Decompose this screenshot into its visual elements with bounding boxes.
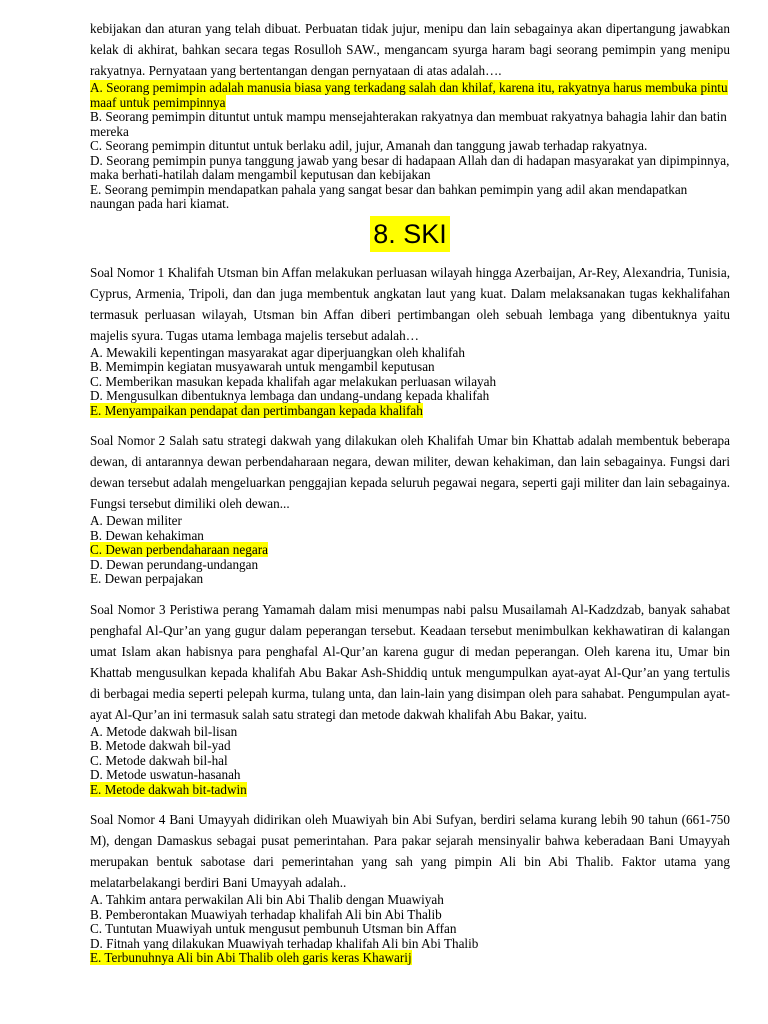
intro-option-c: C. Seorang pemimpin dituntut untuk berlaku adil, jujur, Amanah dan tanggung jawab terhadap rakyatnya. bbox=[90, 138, 648, 153]
answer-highlight: E. Menyampaikan pendapat dan pertimbangan kepada khalifah bbox=[90, 402, 423, 418]
intro-option-a bbox=[90, 81, 730, 110]
intro-option-e: E. Seorang pemimpin mendapatkan pahala yang sangat besar dan bahkan pemimpin yang adil akan mendapatkan naungan pada hari kiamat. bbox=[90, 181, 688, 211]
answer-highlight: E. Metode dakwah bit-tadwin bbox=[90, 781, 247, 797]
question-2 bbox=[90, 430, 730, 587]
option-b: B. Metode dakwah bil-yad bbox=[90, 738, 231, 753]
option-a: A. Tahkim antara perwakilan Ali bin Abi Thalib dengan Muawiyah bbox=[90, 892, 444, 907]
question-3 bbox=[90, 599, 730, 798]
section-heading: 8. SKI bbox=[370, 216, 450, 252]
option-b: B. Dewan kehakiman bbox=[90, 527, 204, 543]
intro-option-d: D. Seorang pemimpin punya tanggung jawab yang besar di hadapaan Allah dan di hadapan masyarakat yan dipimpinnya, maka berhati-hatilah dalam mengambil keputusan dan kebijakan bbox=[90, 152, 730, 182]
intro-options bbox=[90, 81, 730, 212]
question-text: Soal Nomor 2 Salah satu strategi dakwah yang dilakukan oleh Khalifah Umar bin Khattab adalah membentuk beberapa dewan, di antarannya dewan perbendaharaan negara, dewan militer, dewan kehakiman, dan lain sebagainya. Fungsi dari dewan tersebut adalah mengeluarkan penggajian kepada seluruh pegawai negara, seperti gaji militer dan lain sebagainya. Fungsi tersebut dimiliki oleh dewan... bbox=[90, 433, 730, 511]
question-text: Soal Nomor 4 Bani Umayyah didirikan oleh Muawiyah bin Abi Sufyan, berdiri selama kurang lebih 90 tahun (661-750 M), dengan Damaskus sebagai pusat pemerintahan. Para pakar sejarah mensinyalir bahwa keberadaan Bani Umayyah merupakan bentuk sabotase dari pemerintahan yang sah yang pimpin Ali bin Abi Thalib. Faktor utama yang melatarbelakangi berdiri Bani Umayyah adalah.. bbox=[90, 812, 730, 890]
option-d: D. Mengusulkan dibentuknya lembaga dan undang-undang kepada khalifah bbox=[90, 388, 490, 403]
option-c: C. Tuntutan Muawiyah untuk mengusut pembunuh Utsman bin Affan bbox=[90, 921, 457, 936]
option-e bbox=[90, 951, 730, 966]
option-d: D. Dewan perundang-undangan bbox=[90, 556, 259, 572]
intro-block bbox=[90, 18, 730, 212]
option-e: E. Dewan perpajakan bbox=[90, 571, 204, 586]
answer-highlight: C. Dewan perbendaharaan negara bbox=[90, 542, 268, 557]
option-e bbox=[90, 404, 730, 419]
option-b: B. Memimpin kegiatan musyawarah untuk mengambil keputusan bbox=[90, 359, 435, 374]
option-a: A. Mewakili kepentingan masyarakat agar diperjuangkan oleh khalifah bbox=[90, 344, 465, 360]
question-1 bbox=[90, 262, 730, 419]
answer-highlight: A. Seorang pemimpin adalah manusia biasa yang terkadang salah dan khilaf, karena itu, rakyatnya harus membuka pintu maaf untuk pemimpinnya bbox=[90, 80, 728, 110]
document-page bbox=[90, 18, 730, 966]
option-c: C. Memberikan masukan kepada khalifah agar melakukan perluasan wilayah bbox=[90, 373, 497, 389]
intro-option-b: B. Seorang pemimpin dituntut untuk mampu mensejahterakan rakyatnya dan membuat rakyatnya bahagia lahir dan batin mereka bbox=[90, 109, 727, 139]
option-b: B. Pemberontakan Muawiyah terhadap khalifah Ali bin Abi Thalib bbox=[90, 906, 442, 922]
option-c: C. Metode dakwah bil-hal bbox=[90, 752, 228, 768]
option-d: D. Fitnah yang dilakukan Muawiyah terhadap khalifah Ali bin Abi Thalib bbox=[90, 935, 479, 951]
question-text: Soal Nomor 1 Khalifah Utsman bin Affan melakukan perluasan wilayah hingga Azerbaijan, Ar-Rey, Alexandria, Tunisia, Cyprus, Armenia, Tripoli, dan dan juga membentuk angkatan laut yang kuat. Dalam melaksanakan tugas kekhalifahan termasuk perluasan wilayah, Utsman bin Affan diberi pertimbangan oleh sebuah lembaga yang dibentuknya yaitu majelis syura. Tugas utama lembaga majelis tersebut adalah… bbox=[90, 264, 730, 343]
section-heading-wrap bbox=[90, 216, 730, 252]
option-a: A. Dewan militer bbox=[90, 513, 182, 528]
question-4 bbox=[90, 809, 730, 966]
option-e bbox=[90, 783, 730, 798]
option-c bbox=[90, 543, 730, 558]
option-d: D. Metode uswatun-hasanah bbox=[90, 767, 241, 782]
option-a: A. Metode dakwah bil-lisan bbox=[90, 723, 238, 739]
question-text: Soal Nomor 3 Peristiwa perang Yamamah dalam misi menumpas nabi palsu Musailamah Al-Kadzdzab, banyak sahabat penghafal Al-Qur’an yang gugur dalam peperangan tersebut. Keadaan tersebut menimbulkan kekhawatiran di kalangan umat Islam akan habisnya para penghafal Al-Qur’an karena gugur di medan peperangan. Oleh karena itu, Umar bin Khattab mengusulkan kepada khalifah Abu Bakar Ash-Shiddiq untuk mengumpulkan ayat-ayat Al-Qur’an yang tertulis di berbagai media seperti pelepah kurma, tulang unta, dan lain-lain yang disimpan oleh para sahabat. Pengumpulan ayat-ayat Al-Qur’an ini termasuk salah satu strategi dan metode dakwah khalifah Abu Bakar, yaitu. bbox=[90, 601, 730, 722]
intro-paragraph: kebijakan dan aturan yang telah dibuat. Perbuatan tidak jujur, menipu dan lain sebagainya akan dipertangung jawabkan kelak di akhirat, bahkan secara tegas Rosulloh SAW., mengancam syurga haram bagi seorang pemimpin yang menipu rakyatnya. Pernyataan yang bertentangan dengan pernyataan di atas adalah…. bbox=[90, 21, 730, 78]
answer-highlight: E. Terbunuhnya Ali bin Abi Thalib oleh garis keras Khawarij bbox=[90, 950, 412, 965]
